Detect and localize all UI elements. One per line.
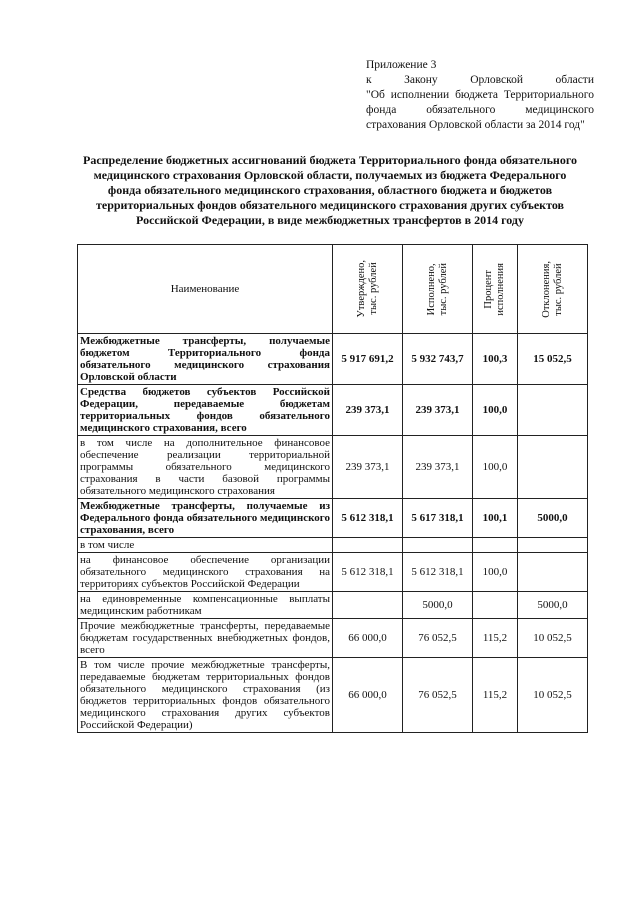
row-name: Межбюджетные трансферты, получаемые бюджетом Территориального фонда обязательного медицинского страхования Орловской области: [78, 334, 333, 385]
row-deviation: 15 052,5: [518, 334, 588, 385]
row-deviation: 10 052,5: [518, 658, 588, 733]
row-name: Прочие межбюджетные трансферты, передаваемые бюджетам государственных внебюджетных фондов, всего: [78, 619, 333, 658]
row-executed: 76 052,5: [403, 658, 473, 733]
row-executed: 239 373,1: [403, 436, 473, 499]
row-approved: 5 612 318,1: [333, 499, 403, 538]
row-deviation: [518, 553, 588, 592]
row-approved: 239 373,1: [333, 436, 403, 499]
transfers-table: [77, 244, 588, 733]
row-percent: 100,0: [473, 553, 518, 592]
row-deviation: 10 052,5: [518, 619, 588, 658]
row-percent: [473, 592, 518, 619]
row-deviation: [518, 538, 588, 553]
table-header-row: [78, 245, 588, 334]
header-executed: Исполнено, тыс. рублей: [403, 245, 473, 334]
table-row: [78, 538, 588, 553]
row-deviation: 5000,0: [518, 499, 588, 538]
row-executed: 239 373,1: [403, 385, 473, 436]
header-deviation: Отклонения, тыс. рублей: [518, 245, 588, 334]
row-percent: [473, 538, 518, 553]
header-percent: Процент исполнения: [473, 245, 518, 334]
row-approved: 5 612 318,1: [333, 553, 403, 592]
row-approved: [333, 592, 403, 619]
table-row: [78, 658, 588, 733]
document-title: Распределение бюджетных ассигнований бюджета Территориального фонда обязательного медицинского страхования Орловской области, получаемых из бюджета Федерального фонда обязательного медицинского страхования, областного бюджета и бюджетов территориальных фондов обязательного медицинского страхования других субъектов Российской Федерации, в виде межбюджетных трансфертов в 2014 году: [82, 153, 577, 227]
row-approved: 66 000,0: [333, 619, 403, 658]
table-row: [78, 499, 588, 538]
row-deviation: [518, 385, 588, 436]
annex-law-title: "Об исполнении бюджета Территориального фонда обязательного медицинского страхования Орловской области за 2014 год": [366, 89, 594, 131]
row-executed: 76 052,5: [403, 619, 473, 658]
annex-block: [366, 58, 594, 133]
row-executed: 5 612 318,1: [403, 553, 473, 592]
header-approved: Утверждено, тыс. рублей: [333, 245, 403, 334]
row-percent: 100,3: [473, 334, 518, 385]
row-executed: [403, 538, 473, 553]
table-row: [78, 619, 588, 658]
row-executed: 5000,0: [403, 592, 473, 619]
header-name: Наименование: [78, 245, 333, 334]
row-name: в том числе: [78, 538, 333, 553]
row-percent: 100,1: [473, 499, 518, 538]
row-approved: [333, 538, 403, 553]
row-percent: 115,2: [473, 619, 518, 658]
row-approved: 66 000,0: [333, 658, 403, 733]
row-percent: 115,2: [473, 658, 518, 733]
row-executed: 5 932 743,7: [403, 334, 473, 385]
row-name: В том числе прочие межбюджетные трансферты, передаваемые бюджетам территориальных фондов обязательного медицинского страхования (из бюджетов территориальных фондов обязательного медицинского страхования других субъектов Российской Федерации): [78, 658, 333, 733]
row-approved: 239 373,1: [333, 385, 403, 436]
table-row: [78, 436, 588, 499]
table-row: [78, 334, 588, 385]
table-row: [78, 553, 588, 592]
row-name: Средства бюджетов субъектов Российской Федерации, передаваемые бюджетам территориальных фондов обязательного медицинского страхования, всего: [78, 385, 333, 436]
row-approved: 5 917 691,2: [333, 334, 403, 385]
row-percent: 100,0: [473, 436, 518, 499]
row-name: на единовременные компенсационные выплаты медицинским работникам: [78, 592, 333, 619]
table-row: [78, 385, 588, 436]
annex-number: Приложение 3: [366, 59, 437, 71]
row-name: в том числе на дополнительное финансовое обеспечение реализации территориальной программы обязательного медицинского страхования в части базовой программы обязательного медицинского страхования: [78, 436, 333, 499]
row-deviation: 5000,0: [518, 592, 588, 619]
row-name: Межбюджетные трансферты, получаемые из Федерального фонда обязательного медицинского страхования, всего: [78, 499, 333, 538]
row-executed: 5 617 318,1: [403, 499, 473, 538]
row-deviation: [518, 436, 588, 499]
annex-law-ref: к Закону Орловской области: [366, 74, 594, 86]
table-row: [78, 592, 588, 619]
row-name: на финансовое обеспечение организации обязательного медицинского страхования на территориях субъектов Российской Федерации: [78, 553, 333, 592]
row-percent: 100,0: [473, 385, 518, 436]
